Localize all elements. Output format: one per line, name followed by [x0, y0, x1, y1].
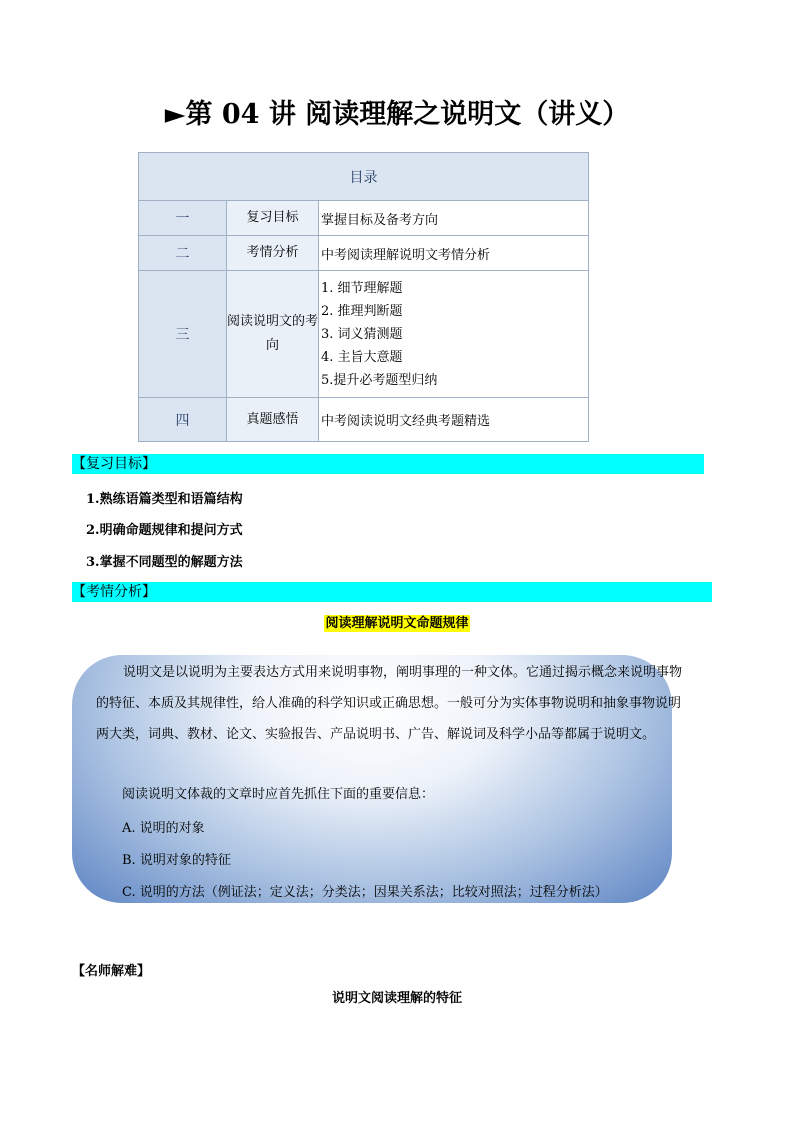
toc-subitem-list — [321, 277, 588, 392]
toc-row-number: 一 — [139, 201, 227, 236]
bubble-intro-text: 说明文是以说明为主要表达方式用来说明事物，阐明事理的一种文体。它通过揭示概念来说明事物的特征、本质及其规律性，给人准确的科学知识或正确思想。一般可分为实体事物说明和抽象事物说明两大类，词典、教材、论文、实验报告、产品说明书、广告、解说词及科学小品等都属于说明文。 — [96, 665, 683, 742]
section-heading-exam-analysis: 【考情分析】 — [72, 582, 712, 602]
toc-row — [139, 271, 589, 398]
toc-row-number: 四 — [139, 398, 227, 442]
toc-subitem: 3. 词义猜测题 — [321, 326, 403, 342]
toc-row-description: 中考阅读说明文经典考题精选 — [319, 398, 589, 442]
toc-row-number: 二 — [139, 236, 227, 271]
toc-row-category: 考情分析 — [227, 236, 319, 271]
toc-row-description — [319, 271, 589, 398]
page-title: ►第 04 讲 阅读理解之说明文（讲义） — [164, 99, 630, 130]
bubble-lead-text: 阅读说明文体裁的文章时应首先抓住下面的重要信息： — [122, 787, 435, 802]
toc-row-description: 中考阅读理解说明文考情分析 — [319, 236, 589, 271]
bubble-option: B. 说明对象的特征 — [122, 853, 231, 868]
highlight-heading — [0, 612, 794, 631]
bubble-option: C. 说明的方法（例证法；定义法；分类法；因果关系法；比较对照法；过程分析法） — [122, 885, 608, 900]
highlight-text: 阅读理解说明文命题规律 — [325, 616, 469, 631]
toc-row-number: 三 — [139, 271, 227, 398]
goal-item: 3.掌握不同题型的解题方法 — [86, 555, 243, 570]
section-subtitle: 说明文阅读理解的特征 — [331, 991, 462, 1006]
goal-item: 2.明确命题规律和提问方式 — [86, 523, 243, 538]
toc-subitem: 1. 细节理解题 — [321, 280, 403, 296]
section-heading-teacher-tips: 【名师解难】 — [72, 964, 151, 979]
toc-row — [139, 398, 589, 442]
bubble-option: A. 说明的对象 — [122, 821, 205, 836]
toc-row-description: 掌握目标及备考方向 — [319, 201, 589, 236]
info-bubble — [72, 655, 683, 903]
toc-row — [139, 201, 589, 236]
toc-row-category: 复习目标 — [227, 201, 319, 236]
toc-row — [139, 236, 589, 271]
toc-header: 目录 — [139, 153, 589, 201]
toc-row-category: 真题感悟 — [227, 398, 319, 442]
toc-subitem: 4. 主旨大意题 — [321, 349, 403, 365]
toc-subitem: 5.提升必考题型归纳 — [321, 372, 438, 388]
toc-row-category: 阅读说明文的考向 — [227, 271, 319, 398]
toc-table — [138, 152, 589, 442]
toc-subitem: 2. 推理判断题 — [321, 303, 403, 319]
section-heading-review-goals: 【复习目标】 — [72, 454, 704, 474]
goal-item: 1.熟练语篇类型和语篇结构 — [86, 492, 243, 507]
